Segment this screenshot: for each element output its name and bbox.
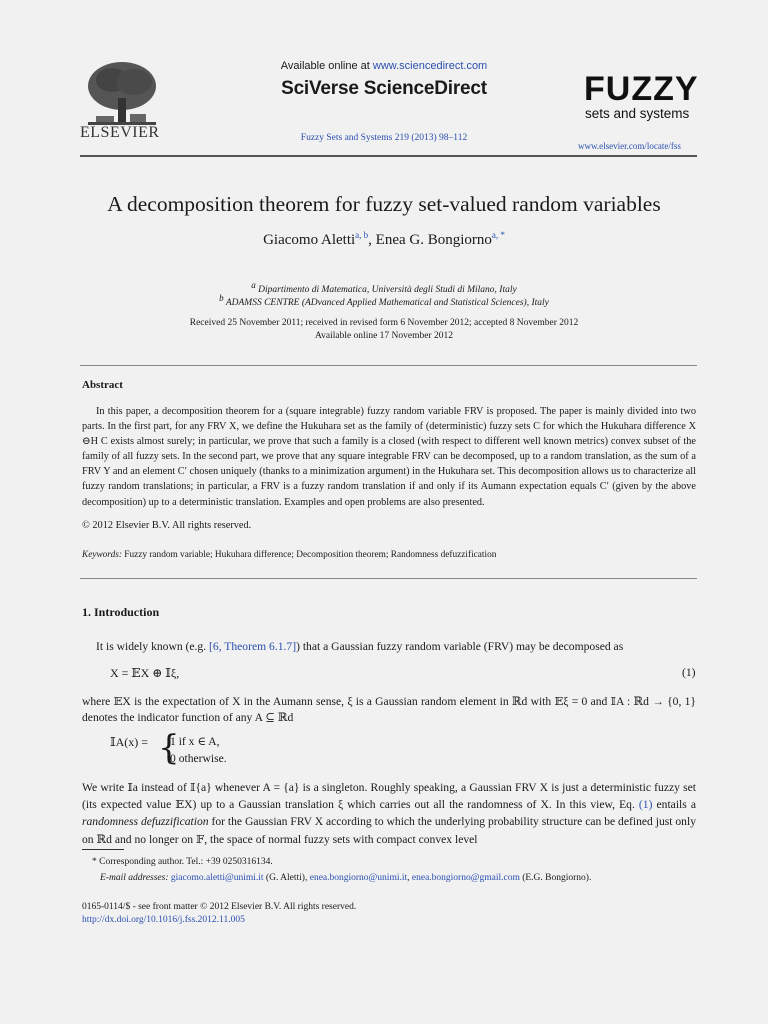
footnote-rule [82,849,124,850]
indicator-lhs: 𝕀A(x) = [110,735,149,749]
received-dates: Received 25 November 2011; received in revised form 6 November 2012; accepted 8 November 2012 [189,318,579,328]
affiliation-b-text: ADAMSS CENTRE (ADvanced Applied Mathematical and Statistical Sciences), Italy [223,298,549,309]
sciencedirect-link[interactable]: www.sciencedirect.com [372,60,488,72]
sciverse-title: SciVerse ScienceDirect [281,78,487,99]
email-link-1[interactable]: giacomo.aletti@unimi.it [170,873,264,883]
journal-url-link[interactable]: www.elsevier.com/locate/fss [578,141,681,151]
abstract-body [82,404,696,510]
case-2: 0 otherwise. [170,752,227,765]
equation-1-number: (1) [682,666,696,679]
keywords-label: Keywords: [82,550,122,560]
author-2: Enea G. Bongiorno [375,232,492,248]
author-1-marks[interactable]: a, b [355,230,369,240]
intro-text-after: ) that a Gaussian fuzzy random variable (FRV) may be decomposed as [296,640,624,653]
online-date: Available online 17 November 2012 [314,331,454,341]
corresponding-author-note: * Corresponding author. Tel.: +39 0250316134. [92,857,273,867]
affiliation-a-text: Dipartimento di Matematica, Università degli Studi di Milano, Italy [255,285,517,296]
journal-reference[interactable]: Fuzzy Sets and Systems 219 (2013) 98–112 [300,133,468,143]
affiliation-b-mark: b [219,293,224,303]
email-link-3[interactable]: enea.bongiorno@gmail.com [411,873,520,883]
body2-em: randomness defuzzification [82,815,209,829]
abstract-heading: Abstract [82,379,123,391]
body2-a: We write 𝕀a instead of 𝕀{a} whenever A = {a} is a singleton. Roughly speaking, a Gaussian FRV X is just a deterministic fuzzy set (its expected value 𝔼X) up to a Gaussian translation ξ which carries out all the randomness of X. In this view, Eq. [82,781,696,812]
affiliation-b [0,293,768,308]
email-link-2[interactable]: enea.bongiorno@unimi.it [309,873,408,883]
body2-b: entails a [652,798,696,812]
journal-brand: FUZZY [584,70,699,108]
cases-brace-icon: { [158,728,180,768]
author-1: Giacomo Aletti [263,232,356,248]
where-paragraph: where 𝔼X is the expectation of X in the Aumann sense, ξ is a Gaussian random element in ℝd with 𝔼ξ = 0 and 𝕀A : ℝd → {0, 1} denotes the indicator function of any A ⊆ ℝd [82,695,696,724]
publisher-name: ELSEVIER [80,124,160,141]
header-divider [80,155,697,157]
citation-link[interactable]: [6, Theorem 6.1.7] [209,640,297,653]
intro-paragraph-2 [82,779,696,848]
email-separator: , [407,873,412,883]
email-3-owner: (E.G. Bongiorno). [519,873,592,883]
abstract-divider-bottom [80,578,697,579]
abstract-text: In this paper, a decomposition theorem for a (square integrable) fuzzy random variable FRV is proposed. The paper is mainly divided into two parts. In the first part, for any FRV X, we define the Hukuhara set as the family of (deterministic) fuzzy sets C for which the Hukuhara difference X ⊖H C exists almost surely; in particular, we prove that such a family is a closed (with respect to different well known metrics) convex subset of the family of all fuzzy sets. In the second part, we prove that any square integrable FRV can be decomposed, up to a random translation, as the sum of a FRV Y and an element C′ chosen uniquely (thanks to a minimization argument) in the Hukuhara set. This decomposition allows us to characterize all fuzzy random translations; in particular, a FRV is a fuzzy random translation if and only if its Aumann expectation equals C′ (given by the above decomposition) up to a deterministic translation. Examples and open problems are also presented. [82,406,696,508]
email-addresses [100,873,591,883]
author-separator: , [368,232,376,248]
intro-text-before: It is widely known (e.g. [96,640,210,653]
section-heading: 1. Introduction [82,605,160,619]
keywords-line [82,550,496,560]
affiliation-a-mark: a [251,280,256,290]
issn-line: 0165-0114/$ - see front matter © 2012 Elsevier B.V. All rights reserved. [82,902,357,912]
equation-1: X = 𝔼X ⊕ 𝕀ξ, [110,666,180,680]
body2-c: for the Gaussian FRV X according to which the underlying probability structure can be defined just only on ℝd and no longer on 𝔽, the space of normal fuzzy sets with compact convex level [82,815,696,846]
article-title: A decomposition theorem for fuzzy set-valued random variables [107,192,661,216]
intro-first-line [96,640,623,653]
doi-link[interactable]: http://dx.doi.org/10.1016/j.fss.2012.11.005 [82,915,245,925]
journal-brand-sub: sets and systems [585,106,690,121]
author-list [0,230,768,249]
equation-ref-link[interactable]: (1) [638,798,653,812]
abstract-copyright: © 2012 Elsevier B.V. All rights reserved. [82,520,252,531]
email-label: E-mail addresses: [100,873,169,883]
keywords-list: Fuzzy random variable; Hukuhara difference; Decomposition theorem; Randomness defuzzification [121,550,497,560]
abstract-divider-top [80,365,697,366]
case-1: 1 if x ∈ A, [170,735,220,748]
author-2-marks[interactable]: a, * [491,230,505,240]
email-1-owner: (G. Aletti), [263,873,310,883]
available-prefix: Available online at [280,60,373,72]
indicator-cases [170,733,227,767]
